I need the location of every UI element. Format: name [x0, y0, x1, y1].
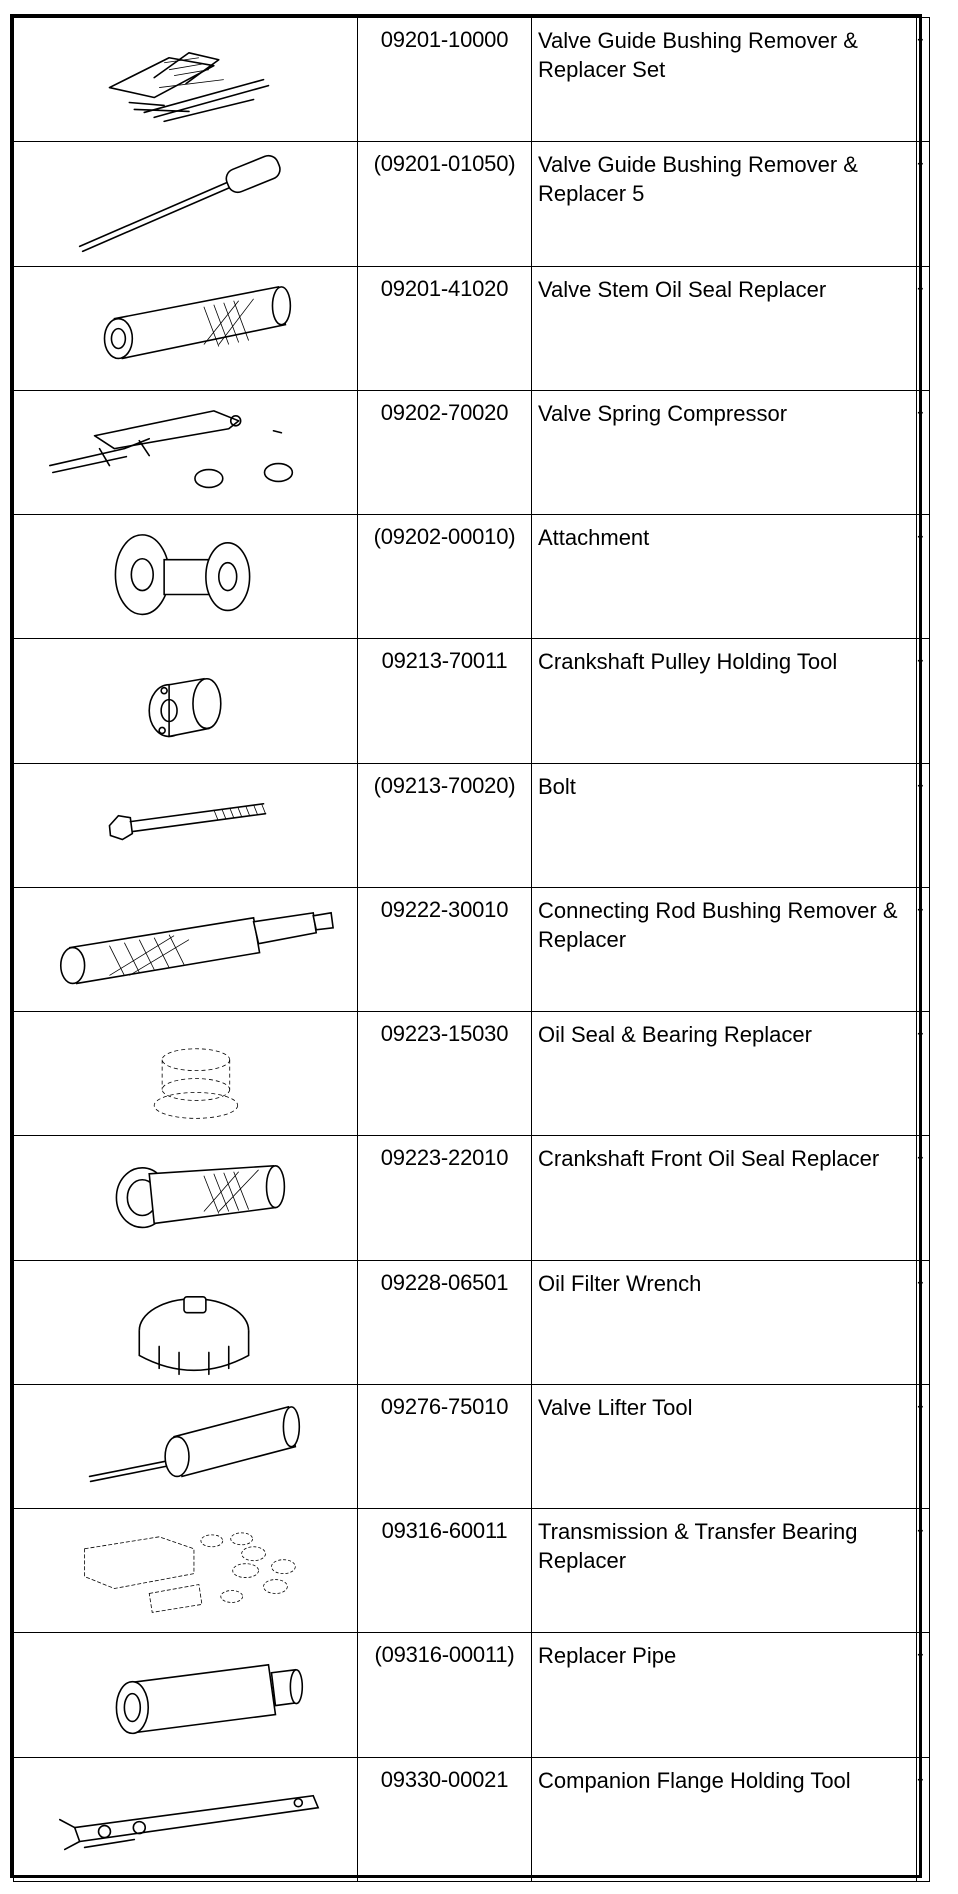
bolt-icon — [14, 764, 357, 887]
part-number: 09213-70011 — [358, 639, 532, 763]
front-seal-replacer-icon — [14, 1136, 357, 1259]
remark: - — [917, 763, 930, 887]
illustration-cell — [14, 390, 358, 514]
table-row — [14, 639, 930, 763]
tool-description: Valve Guide Bushing Remover & Replacer Set — [532, 18, 917, 142]
part-number: 09201-10000 — [358, 18, 532, 142]
part-number: (09316-00011) — [358, 1633, 532, 1757]
table-row — [14, 1633, 930, 1757]
table-row — [14, 515, 930, 639]
remark: - — [917, 18, 930, 142]
part-number: 09276-75010 — [358, 1384, 532, 1508]
part-number: 09223-22010 — [358, 1136, 532, 1260]
bushing-remover-icon — [14, 142, 357, 265]
part-number: 09330-00021 — [358, 1757, 532, 1881]
flange-holding-tool-icon — [14, 1758, 357, 1881]
tool-description: Valve Lifter Tool — [532, 1384, 917, 1508]
illustration-cell — [14, 763, 358, 887]
tool-description: Attachment — [532, 515, 917, 639]
bearing-replacer-icon — [14, 1012, 357, 1135]
illustration-cell — [14, 1757, 358, 1881]
table-row — [14, 1384, 930, 1508]
illustration-cell — [14, 266, 358, 390]
remark: - — [917, 1384, 930, 1508]
remark: - — [917, 1136, 930, 1260]
spring-compressor-icon — [14, 391, 357, 514]
illustration-cell — [14, 1260, 358, 1384]
replacer-pipe-icon — [14, 1633, 357, 1756]
illustration-cell — [14, 1136, 358, 1260]
remark: - — [917, 1757, 930, 1881]
illustration-cell — [14, 142, 358, 266]
table-row — [14, 1260, 930, 1384]
tool-description: Replacer Pipe — [532, 1633, 917, 1757]
table-row — [14, 1509, 930, 1633]
remark: - — [917, 1633, 930, 1757]
illustration-cell — [14, 1012, 358, 1136]
part-number: 09222-30010 — [358, 887, 532, 1011]
part-number: (09213-70020) — [358, 763, 532, 887]
tool-description: Connecting Rod Bushing Remover & Replacer — [532, 887, 917, 1011]
tool-description: Companion Flange Holding Tool — [532, 1757, 917, 1881]
pulley-holding-tool-icon — [14, 639, 357, 762]
valve-lifter-tool-icon — [14, 1385, 357, 1508]
remark: - — [917, 887, 930, 1011]
table-row — [14, 1757, 930, 1881]
illustration-cell — [14, 1633, 358, 1757]
table-row — [14, 266, 930, 390]
illustration-cell — [14, 515, 358, 639]
illustration-cell — [14, 887, 358, 1011]
tool-description: Crankshaft Front Oil Seal Replacer — [532, 1136, 917, 1260]
remark: - — [917, 142, 930, 266]
tool-description: Oil Seal & Bearing Replacer — [532, 1012, 917, 1136]
table-row — [14, 887, 930, 1011]
table-row — [14, 390, 930, 514]
remark: - — [917, 1509, 930, 1633]
illustration-cell — [14, 1384, 358, 1508]
bearing-replacer-set-icon — [14, 1509, 357, 1632]
table-row — [14, 1136, 930, 1260]
tool-description: Valve Guide Bushing Remover & Replacer 5 — [532, 142, 917, 266]
oil-seal-replacer-icon — [14, 267, 357, 390]
bushing-set-icon — [14, 18, 357, 141]
remark: - — [917, 515, 930, 639]
part-number: 09228-06501 — [358, 1260, 532, 1384]
remark: - — [917, 639, 930, 763]
table-row — [14, 763, 930, 887]
part-number: 09223-15030 — [358, 1012, 532, 1136]
remark: - — [917, 1260, 930, 1384]
part-number: (09202-00010) — [358, 515, 532, 639]
tool-description: Valve Spring Compressor — [532, 390, 917, 514]
part-number: 09201-41020 — [358, 266, 532, 390]
part-number: (09201-01050) — [358, 142, 532, 266]
table-row — [14, 142, 930, 266]
illustration-cell — [14, 639, 358, 763]
part-number: 09316-60011 — [358, 1509, 532, 1633]
tool-description: Valve Stem Oil Seal Replacer — [532, 266, 917, 390]
remark: - — [917, 266, 930, 390]
tool-description: Bolt — [532, 763, 917, 887]
rod-bushing-tool-icon — [14, 888, 357, 1011]
table-row — [14, 18, 930, 142]
tool-description: Oil Filter Wrench — [532, 1260, 917, 1384]
remark: - — [917, 390, 930, 514]
oil-filter-wrench-icon — [14, 1261, 357, 1384]
illustration-cell — [14, 18, 358, 142]
tool-description: Crankshaft Pulley Holding Tool — [532, 639, 917, 763]
special-tools-table — [10, 14, 922, 1878]
attachment-icon — [14, 515, 357, 638]
illustration-cell — [14, 1509, 358, 1633]
table-row — [14, 1012, 930, 1136]
tool-description: Transmission & Transfer Bearing Replacer — [532, 1509, 917, 1633]
remark: - — [917, 1012, 930, 1136]
part-number: 09202-70020 — [358, 390, 532, 514]
